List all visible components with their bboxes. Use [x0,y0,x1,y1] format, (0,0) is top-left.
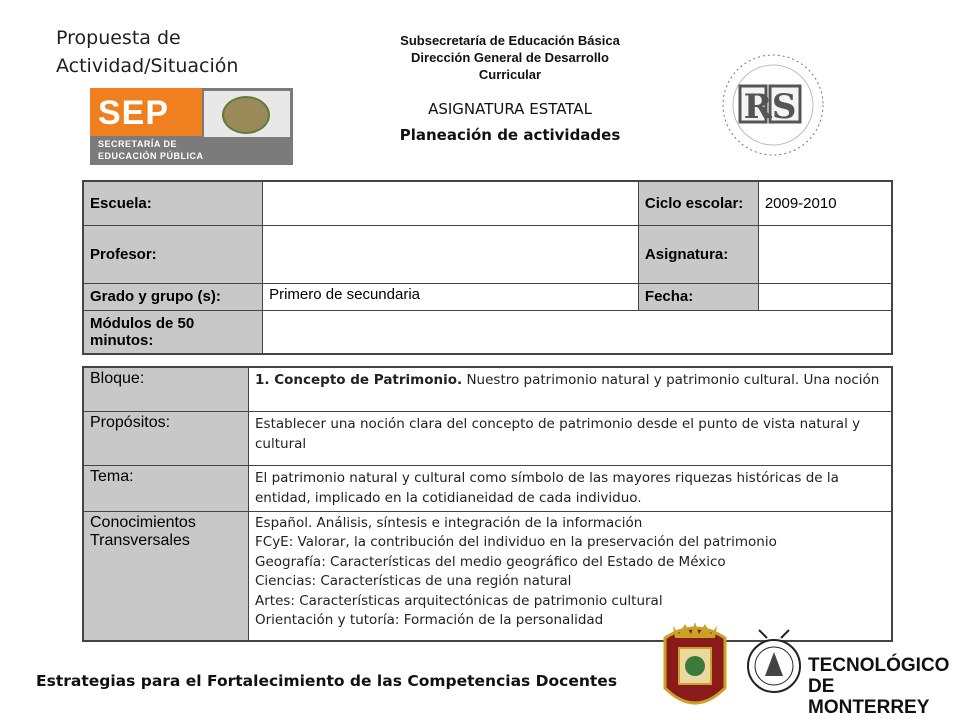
tec-de-monterrey-seal-icon [745,618,803,718]
tec-de-monterrey-wordmark: TECNOLÓGICO DE MONTERREY [808,655,950,718]
info-table [82,180,893,355]
bloque-description: Nuestro patrimonio natural y patrimonio cultural. Una noción [462,372,880,388]
direccion-text: Dirección General de Desarrollo Curricular [411,50,609,82]
tema-value: El patrimonio natural y cultural como símbolo de las mayores riquezas históricas de la entidad, implicado en la cotidianeidad de cada individuo. [249,465,893,511]
planeacion-heading: Planeación de actividades [399,126,621,144]
asignatura-field[interactable] [758,225,892,283]
header-institution [355,32,665,83]
footer-text: Estrategias para el Fortalecimiento de las Competencias Docentes [36,672,618,690]
modulos-label: Módulos de 50 minutos: [83,310,263,354]
profesor-field[interactable] [263,225,639,283]
escuela-label: Escuela: [83,181,263,225]
bloque-label: Bloque: [83,367,249,411]
conocimientos-label: Conocimientos Transversales [83,511,249,641]
sep-line1: SECRETARÍA DE [98,139,178,149]
modulos-field[interactable] [263,310,892,354]
table-row [83,283,892,310]
sep-line2: EDUCACIÓN PÚBLICA [98,151,204,161]
propositos-label: Propósitos: [83,411,249,465]
page-title: Propuesta de Actividad/Situación [56,27,239,77]
reforma-secundaria-logo [718,50,828,160]
table-row [83,225,892,283]
asignatura-label: Asignatura: [638,225,758,283]
asignatura-estatal-heading: ASIGNATURA ESTATAL [428,100,592,118]
mexico-eagle-icon [222,96,270,134]
escuela-field[interactable] [263,181,639,225]
grado-grupo-label: Grado y grupo (s): [83,283,263,310]
table-row [83,465,892,511]
table-row [83,367,892,411]
sep-logo-text: SEP [98,94,170,132]
sep-logo [90,88,293,165]
profesor-label: Profesor: [83,225,263,283]
fecha-field[interactable] [758,283,892,310]
tema-label: Tema: [83,465,249,511]
ciclo-escolar-label: Ciclo escolar: [638,181,758,225]
estado-de-mexico-coat-of-arms-icon [655,618,735,718]
grado-grupo-field[interactable]: Primero de secundaria [263,283,639,310]
svg-text:RS: RS [743,87,797,127]
table-row [83,181,892,225]
propositos-value: Establecer una noción clara del concepto de patrimonio desde el punto de vista natural y cultural [249,411,893,465]
fecha-label: Fecha: [638,283,758,310]
conocimientos-value: Español. Análisis, síntesis e integración de la información FCyE: Valorar, la contribución del individuo en la preservación del patrimonio Geografía: Características del medio geográfico del Estado de México Ciencias: Características de una región natural Artes: Características arquitectónicas de patrimonio cultural Orientación y tutoría: Formación de la personalidad [249,511,893,641]
table-row [83,411,892,465]
bloque-title: 1. Concepto de Patrimonio. [255,372,463,388]
table-row [83,310,892,354]
bloque-table [82,366,893,642]
subsecretaria-text: Subsecretaría de Educación Básica [400,33,620,48]
ciclo-escolar-field[interactable]: 2009-2010 [758,181,892,225]
bloque-value [249,367,893,411]
